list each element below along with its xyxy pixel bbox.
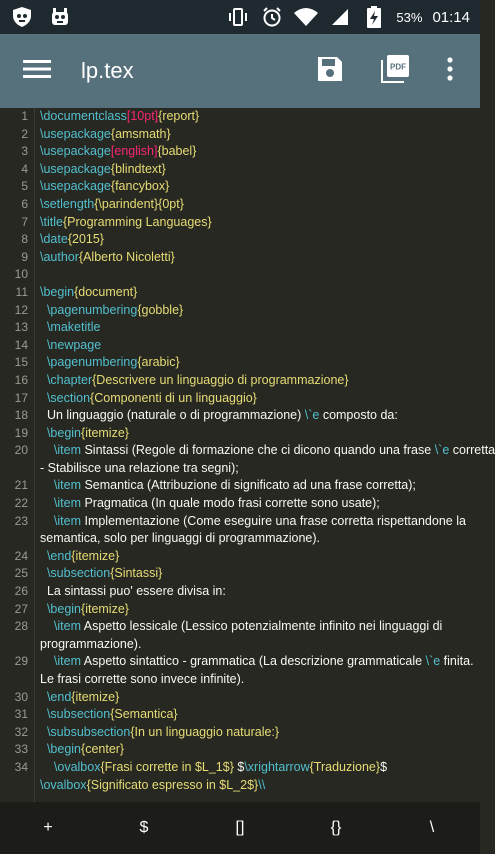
line-number: 30: [14, 689, 28, 704]
code-line[interactable]: [0, 759, 480, 794]
token-text: composto da:: [319, 408, 398, 423]
token-text: Un linguaggio (naturale o di programmazione): [40, 408, 305, 423]
insert-plus-button[interactable]: +: [43, 819, 53, 836]
token-brace: {\parindent}{0pt}: [94, 196, 184, 211]
token-text: [40, 391, 47, 405]
line-number: 29: [14, 654, 28, 669]
code-text: [40, 319, 480, 337]
token-cmd: \begin: [46, 601, 82, 616]
code-continuation: - Stabilisce una relazione tra segni);: [40, 460, 239, 475]
code-line[interactable]: [0, 178, 480, 196]
code-text: [40, 759, 480, 794]
token-cmd: \documentclass: [40, 109, 127, 123]
token-cmd: \section: [46, 390, 91, 405]
code-text: [40, 583, 480, 601]
token-text: [40, 496, 54, 510]
token-brace: {blindtext}: [110, 161, 166, 176]
code-text: [40, 354, 480, 372]
signal-icon: [328, 5, 352, 29]
token-cmd: \xrightarrow: [244, 759, 310, 774]
token-text: [40, 742, 47, 756]
code-text: [40, 724, 480, 742]
line-number: 28: [14, 619, 28, 634]
code-text: [40, 706, 480, 724]
token-text: [40, 654, 54, 668]
token-cmd: \end: [46, 689, 72, 704]
token-text: [40, 338, 47, 352]
alarm-icon: [260, 5, 284, 29]
token-text: [40, 443, 54, 457]
token-brace: {Frasi corrette in $L_1$}: [100, 759, 234, 774]
insert-brackets-button[interactable]: []: [235, 819, 245, 836]
code-line[interactable]: [0, 390, 480, 408]
code-line[interactable]: [0, 741, 480, 759]
token-brace: {Descrivere un linguaggio di programmazione}: [92, 372, 349, 387]
token-text: Pragmatica (In quale modo frasi corrette sono usate);: [81, 496, 380, 511]
code-text: [40, 601, 480, 619]
token-brace: {In un linguaggio naturale:}: [130, 724, 280, 739]
code-text: [40, 425, 480, 443]
token-cmd: \title: [40, 214, 63, 229]
insert-backslash-button[interactable]: \: [429, 819, 435, 836]
token-text: Aspetto sintattico - grammatica (La descrizione grammaticale: [81, 654, 426, 669]
code-text: [40, 178, 480, 196]
token-text: [40, 373, 47, 387]
code-text: [40, 337, 480, 355]
code-line[interactable]: [0, 196, 480, 214]
code-line[interactable]: [0, 354, 480, 372]
code-text: [40, 477, 480, 495]
token-cmd: \`e: [304, 408, 320, 423]
token-cmd: \end: [46, 548, 72, 563]
line-number: 23: [14, 513, 28, 528]
token-text: corretta: [449, 443, 495, 458]
token-brace: {arabic}: [137, 355, 180, 370]
token-brace: {Semantica}: [110, 707, 178, 722]
line-number: 32: [14, 724, 28, 739]
line-number: 12: [14, 302, 28, 317]
code-line[interactable]: [0, 302, 480, 320]
token-text: [40, 426, 47, 440]
token-bracket: [english]: [110, 144, 158, 159]
code-line[interactable]: [0, 161, 480, 179]
line-number: 25: [14, 566, 28, 581]
line-number: 5: [21, 179, 28, 194]
code-text: [40, 442, 495, 460]
code-text: [40, 548, 480, 566]
token-brace: {Alberto Nicoletti}: [78, 249, 175, 264]
line-number: 8: [21, 232, 28, 247]
code-line[interactable]: [0, 126, 480, 144]
code-line[interactable]: [0, 689, 480, 707]
line-number: 16: [14, 372, 28, 387]
token-cmd: \begin: [46, 425, 82, 440]
token-brace: {2015}: [67, 232, 104, 247]
token-text: Aspetto lessicale (Lessico potenzialmente infinito nei linguaggi di programmazione).: [40, 619, 446, 651]
code-text: [40, 495, 480, 513]
token-cmd: \usepackage: [40, 179, 111, 194]
token-text: Sintassi (Regole di formazione che ci dicono quando una frase: [81, 443, 435, 458]
token-cmd: \setlength: [40, 196, 95, 211]
token-text: [40, 725, 47, 739]
app-toolbar: [0, 34, 480, 108]
token-brace: {report}: [158, 109, 200, 123]
code-line[interactable]: [0, 618, 480, 653]
code-line[interactable]: [0, 231, 480, 249]
token-cmd: \author: [40, 249, 79, 264]
token-cmd: \`e: [434, 443, 450, 458]
token-text: [40, 549, 47, 563]
battery-percent: 53%: [396, 9, 423, 25]
code-text: [40, 284, 480, 302]
token-bracket: [10pt]: [126, 109, 159, 123]
code-line[interactable]: [0, 653, 480, 688]
token-cmd: \usepackage: [40, 126, 111, 141]
shield-icon: [10, 5, 34, 29]
token-brace: {itemize}: [81, 425, 129, 440]
code-line[interactable]: [0, 266, 480, 284]
line-number: 18: [14, 408, 28, 423]
code-line[interactable]: [0, 583, 480, 601]
pdf-icon: [381, 55, 409, 88]
token-text: [40, 619, 54, 633]
code-line[interactable]: [0, 442, 495, 477]
more-icon: [446, 57, 454, 86]
line-number: 22: [14, 496, 28, 511]
line-number: 21: [14, 478, 28, 493]
code-line[interactable]: [0, 565, 480, 583]
vibrate-icon: [226, 5, 250, 29]
line-number: 15: [14, 355, 28, 370]
code-line[interactable]: [0, 513, 480, 548]
token-text: [40, 707, 47, 721]
line-number: 26: [14, 584, 28, 599]
insert-braces-button[interactable]: {}: [330, 819, 342, 836]
token-cmd: \ovalbox: [53, 759, 101, 774]
code-line[interactable]: [0, 108, 480, 126]
code-text: [40, 266, 480, 284]
token-cmd: \usepackage: [40, 161, 111, 176]
symbol-bar: [0, 802, 480, 854]
export-pdf-button[interactable]: [377, 53, 413, 89]
status-bar: [0, 0, 480, 34]
system-icons: [226, 0, 470, 34]
token-brace: {itemize}: [81, 601, 129, 616]
code-line[interactable]: [0, 319, 480, 337]
token-cmd: \subsubsection: [46, 724, 131, 739]
token-cmd: \begin: [40, 284, 75, 299]
line-number: 27: [14, 601, 28, 616]
code-text: [40, 741, 480, 759]
token-cmd: \item: [53, 619, 81, 634]
code-line[interactable]: [0, 477, 480, 495]
code-text: [40, 108, 480, 126]
more-options-button[interactable]: [432, 53, 468, 89]
token-text: [40, 690, 47, 704]
token-cmd: \begin: [46, 742, 82, 757]
token-cmd: \pagenumbering: [46, 355, 138, 370]
token-cmd: \\: [258, 777, 266, 792]
token-brace: {Programming Languages}: [62, 214, 212, 229]
menu-button[interactable]: [19, 53, 55, 89]
code-text: [40, 249, 480, 267]
token-text: finita. Le frasi corrette sono invece infinite).: [40, 654, 478, 686]
code-text: [40, 126, 480, 144]
code-line[interactable]: [0, 706, 480, 724]
line-number: 3: [21, 144, 28, 159]
line-number: 34: [14, 759, 28, 774]
token-cmd: \item: [53, 513, 81, 528]
line-number: 1: [21, 109, 28, 123]
code-text: [40, 372, 480, 390]
code-line[interactable]: [0, 548, 480, 566]
token-cmd: \item: [53, 654, 81, 669]
token-text: [40, 514, 54, 528]
menu-icon: [23, 59, 51, 84]
code-line[interactable]: [0, 214, 480, 232]
token-cmd: \date: [40, 232, 68, 247]
code-lines: [0, 108, 495, 794]
save-button[interactable]: [312, 53, 348, 89]
token-text: La sintassi puo' essere divisa in:: [40, 584, 226, 599]
code-line[interactable]: [0, 407, 480, 425]
token-cmd: \chapter: [46, 372, 93, 387]
line-number: 24: [14, 548, 28, 563]
token-brace: {gobble}: [137, 302, 184, 317]
token-brace: {center}: [81, 742, 125, 757]
line-number: 4: [21, 161, 28, 176]
notification-icons: [10, 5, 72, 29]
token-brace: {fancybox}: [110, 179, 170, 194]
token-text: Implementazione (Come eseguire una frase corretta rispettandone la semantica, solo per linguaggi di programmazione).: [40, 513, 470, 546]
line-number: 7: [21, 214, 28, 229]
code-line[interactable]: [0, 249, 480, 267]
token-text: [40, 602, 47, 616]
token-cmd: \subsection: [46, 566, 111, 581]
token-brace: {Significato espresso in $L_2$}: [86, 777, 259, 792]
token-brace: {Traduzione}: [309, 759, 381, 774]
code-line[interactable]: [0, 425, 480, 443]
code-text: [40, 231, 480, 249]
token-cmd: \pagenumbering: [46, 302, 138, 317]
token-cmd: \item: [53, 443, 81, 458]
token-text: [40, 303, 47, 317]
line-number: 14: [14, 337, 28, 352]
code-text: [40, 689, 480, 707]
token-cmd: \`e: [425, 654, 441, 669]
line-number: 17: [14, 390, 28, 405]
code-line[interactable]: [0, 284, 480, 302]
token-text: [40, 566, 47, 580]
battery-charging-icon: [362, 5, 386, 29]
token-brace: {Sintassi}: [110, 566, 163, 581]
pdf-icon-label: PDF: [390, 62, 406, 71]
code-text: [40, 565, 480, 583]
line-number: 33: [14, 742, 28, 757]
code-text: [40, 143, 480, 161]
token-text: $: [233, 759, 245, 774]
token-text: [40, 478, 54, 492]
token-cmd: \usepackage: [40, 144, 111, 159]
line-number: 9: [21, 249, 28, 264]
code-line[interactable]: [0, 337, 480, 355]
code-text: [40, 618, 480, 653]
code-text: [40, 196, 480, 214]
token-cmd: \subsection: [46, 707, 111, 722]
token-cmd: \ovalbox: [40, 777, 87, 792]
line-number: 19: [14, 425, 28, 440]
token-cmd: \item: [53, 478, 81, 493]
token-brace: {itemize}: [71, 689, 120, 704]
line-number: 11: [15, 284, 28, 299]
code-text: [40, 407, 480, 425]
token-cmd: \maketitle: [46, 320, 101, 335]
code-line[interactable]: [0, 724, 480, 742]
token-text: [40, 760, 54, 774]
token-text: Semantica (Attribuzione di significato ad una frase corretta);: [81, 478, 416, 493]
code-text: [40, 390, 480, 408]
code-text: [40, 161, 480, 179]
code-text: [40, 513, 480, 548]
line-number: 10: [14, 267, 28, 282]
code-line[interactable]: [0, 143, 480, 161]
clock: 01:14: [432, 8, 470, 26]
file-title: lp.tex: [81, 58, 134, 83]
token-text: $: [380, 759, 391, 774]
token-brace: {babel}: [157, 144, 197, 159]
token-cmd: \newpage: [46, 337, 102, 352]
wifi-icon: [294, 5, 318, 29]
code-editor[interactable]: [0, 108, 495, 802]
android-icon: [48, 5, 72, 29]
token-brace: {document}: [74, 284, 138, 299]
line-number: 31: [14, 707, 28, 722]
token-brace: {Componenti di un linguaggio}: [90, 390, 257, 405]
token-text: [40, 355, 47, 369]
code-line[interactable]: [0, 372, 480, 390]
token-brace: {amsmath}: [110, 126, 171, 141]
line-number: 2: [21, 126, 28, 141]
line-number: 6: [21, 196, 28, 211]
code-line[interactable]: [0, 495, 480, 513]
insert-dollar-button[interactable]: $: [139, 819, 149, 836]
code-text: [40, 302, 480, 320]
token-brace: {itemize}: [71, 548, 120, 563]
token-text: [40, 320, 47, 334]
save-icon: [317, 56, 343, 87]
line-number: 13: [14, 320, 28, 335]
code-line[interactable]: [0, 601, 480, 619]
token-cmd: \item: [53, 496, 81, 511]
code-text: [40, 214, 480, 232]
code-text: [40, 653, 480, 688]
line-number: 20: [14, 443, 28, 458]
